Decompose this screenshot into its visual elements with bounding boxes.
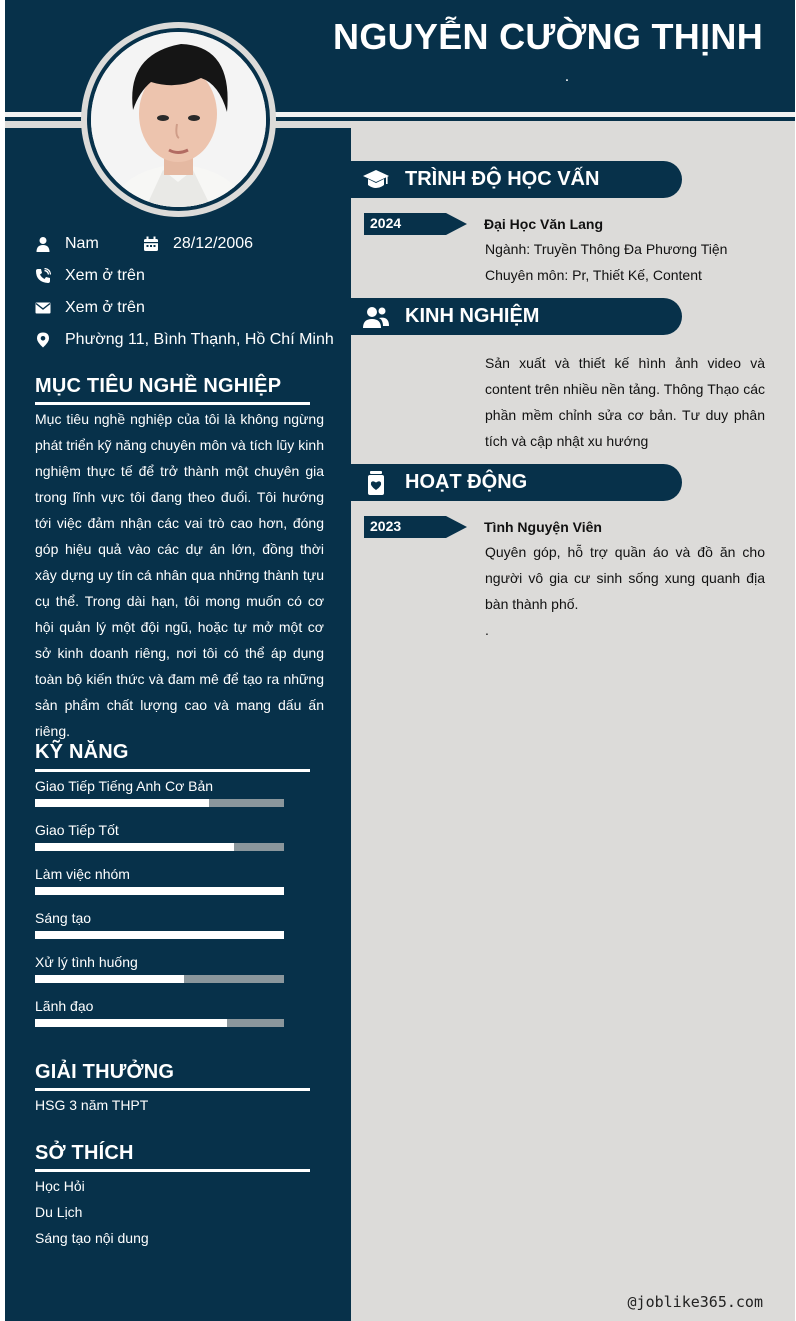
- email-row: [35, 299, 145, 317]
- hobbies-underline: [35, 1169, 310, 1172]
- objective-title: MỤC TIÊU NGHỀ NGHIỆP: [35, 375, 282, 397]
- skill-bar: [35, 1019, 284, 1027]
- users-icon: [363, 304, 389, 330]
- awards-underline: [35, 1088, 310, 1091]
- experience-header: [351, 298, 682, 335]
- education-header: [351, 161, 682, 198]
- objective-underline: [35, 402, 310, 405]
- hobby-item: Học Hỏi: [35, 1178, 85, 1194]
- hobby-item: Sáng tạo nội dung: [35, 1230, 149, 1246]
- skill-bar-fill: [35, 887, 284, 895]
- envelope-icon: [35, 300, 51, 316]
- skill-name: Giao Tiếp Tiếng Anh Cơ Bản: [35, 778, 214, 794]
- skill-name: Làm việc nhóm: [35, 866, 130, 882]
- donation-jar-icon: [363, 470, 389, 496]
- avatar-portrait: [91, 32, 266, 207]
- email-value: Xem ở trên: [65, 299, 145, 316]
- calendar-icon: [143, 236, 159, 252]
- activities-role: Tình Nguyện Viên: [484, 519, 602, 535]
- skill-bar: [35, 931, 284, 939]
- birthdate-row: [143, 235, 253, 253]
- skills-underline: [35, 769, 310, 772]
- candidate-subtitle: .: [564, 68, 570, 85]
- skill-bar-fill: [35, 1019, 227, 1027]
- skill-bar-fill: [35, 931, 284, 939]
- phone-value: Xem ở trên: [65, 267, 145, 284]
- gender-row: [35, 235, 99, 253]
- education-school: Đại Học Văn Lang: [484, 216, 604, 232]
- skill-bar-fill: [35, 799, 209, 807]
- birthdate-value: 28/12/2006: [173, 235, 254, 252]
- avatar: [91, 32, 266, 207]
- skill-bar: [35, 887, 284, 895]
- skill-name: Xử lý tình huống: [35, 954, 138, 970]
- experience-title: KINH NGHIỆM: [405, 305, 540, 327]
- skill-name: Lãnh đạo: [35, 998, 94, 1014]
- activities-header: [351, 464, 682, 501]
- skill-bar: [35, 843, 284, 851]
- activities-text: Quyên góp, hỗ trợ quần áo và đồ ăn cho người vô gia cư sinh sống xung quanh địa bàn thành phố.: [485, 544, 765, 612]
- phone-icon: [35, 268, 51, 284]
- candidate-name: NGUYỄN CƯỜNG THỊNH: [333, 16, 763, 57]
- skill-bar: [35, 975, 284, 983]
- address-row: [35, 331, 334, 349]
- graduation-cap-icon: [363, 167, 389, 193]
- award-item: HSG 3 năm THPT: [35, 1097, 149, 1113]
- activities-year-tag: [364, 516, 467, 538]
- experience-text: Sản xuất và thiết kế hình ảnh video và content trên nhiều nền tảng. Thông Thạo các phần mềm chỉnh sửa cơ bản. Tư duy phân tích và cập nhật xu hướng: [485, 355, 765, 449]
- skill-bar-fill: [35, 843, 234, 851]
- skill-bar-fill: [35, 975, 184, 983]
- skill-bar: [35, 799, 284, 807]
- hobbies-title: SỞ THÍCH: [35, 1142, 134, 1164]
- watermark: @joblike365.com: [627, 1293, 763, 1311]
- location-pin-icon: [35, 332, 51, 348]
- hobby-item: Du Lịch: [35, 1204, 83, 1220]
- activities-title: HOẠT ĐỘNG: [405, 471, 528, 493]
- cv-page: [5, 0, 795, 1321]
- address-value: Phường 11, Bình Thạnh, Hồ Chí Minh: [65, 331, 334, 348]
- education-major: Ngành: Truyền Thông Đa Phương Tiện: [485, 241, 728, 257]
- education-title: TRÌNH ĐỘ HỌC VẤN: [405, 168, 600, 190]
- phone-row: [35, 267, 145, 285]
- skill-name: Sáng tạo: [35, 910, 92, 926]
- skill-name: Giao Tiếp Tốt: [35, 822, 119, 838]
- education-year: 2024: [370, 215, 402, 231]
- activities-extra: .: [485, 622, 489, 638]
- education-year-tag: [364, 213, 467, 235]
- awards-title: GIẢI THƯỞNG: [35, 1061, 175, 1083]
- user-icon: [35, 236, 51, 252]
- skills-title: KỸ NĂNG: [35, 741, 129, 763]
- education-specialty: Chuyên môn: Pr, Thiết Kế, Content: [485, 267, 702, 283]
- activities-year: 2023: [370, 518, 402, 534]
- gender-value: Nam: [65, 235, 99, 252]
- objective-text: Mục tiêu nghề nghiệp của tôi là không ngừng phát triển kỹ năng chuyên môn và tích lũy kinh nghiệm thực tế để trở thành một chuyên gia trong lĩnh vực tôi đang theo đuổi. Tôi hướng tới việc đảm nhận các vai trò cao hơn, đóng góp hiệu quả vào các dự án lớn, đồng thời xây dựng uy tín cá nhân qua những thành tựu cụ thể. Trong dài hạn, tôi mong muốn có cơ hội quản lý một đội ngũ, hoặc tự mở một cơ sở kinh doanh riêng, nơi tôi có thể áp dụng toàn bộ kiến thức và đam mê để tạo ra những sản phẩm chất lượng cao và mang dấu ấn riêng.: [35, 411, 324, 739]
